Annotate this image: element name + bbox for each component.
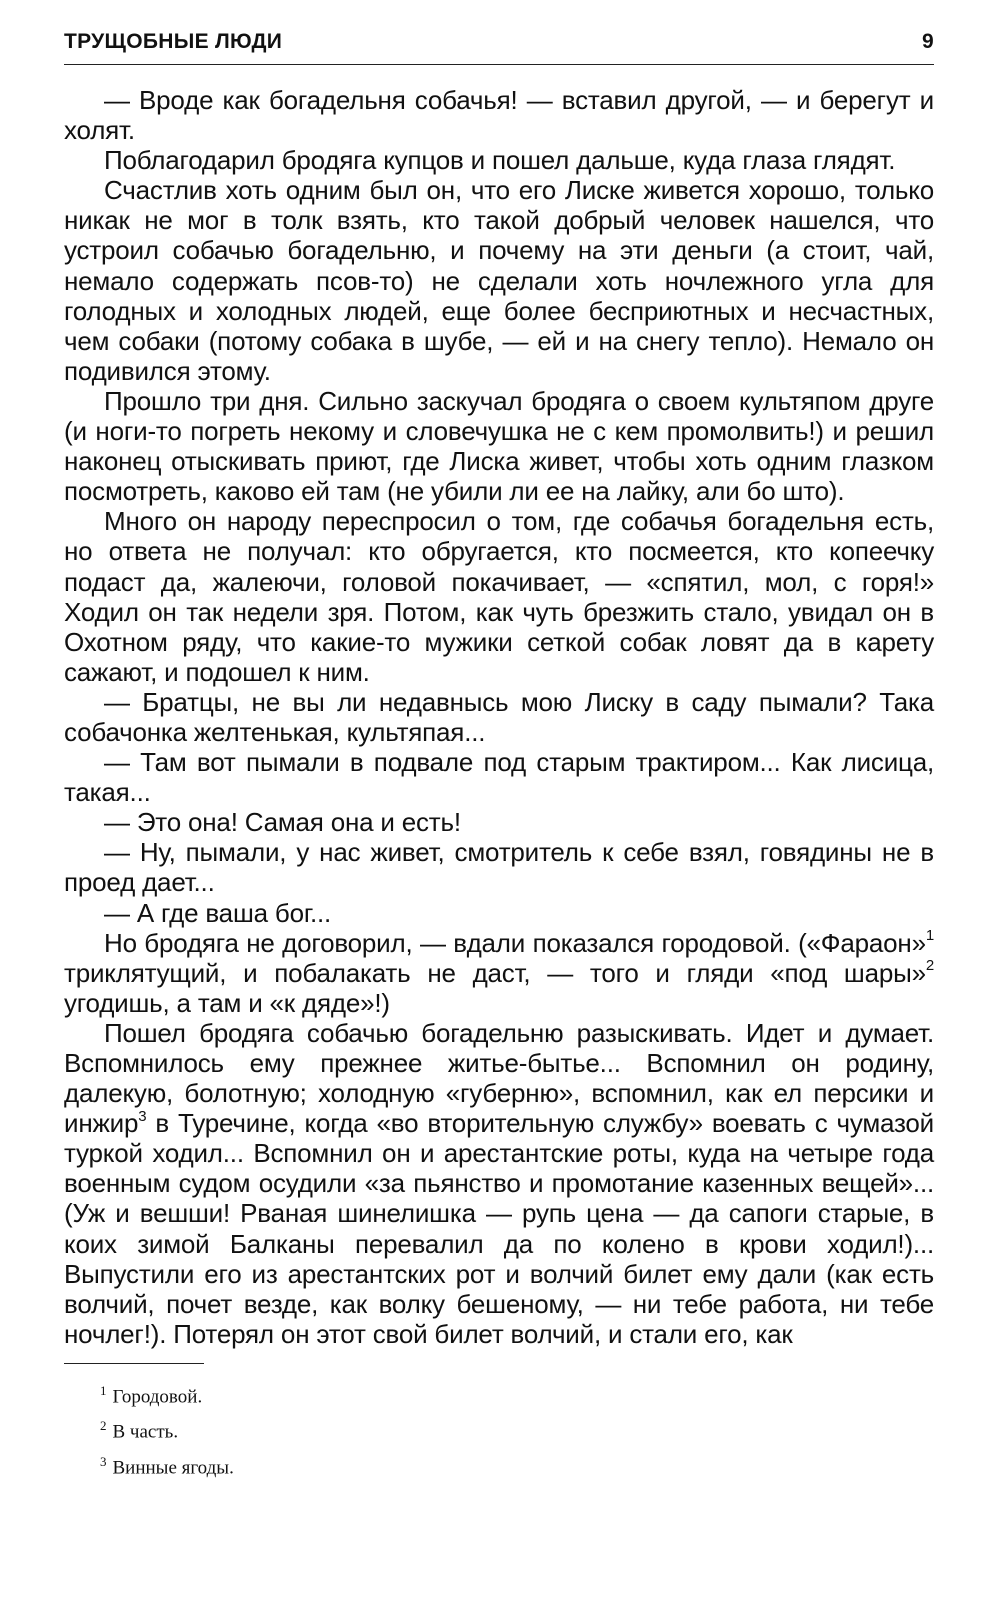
paragraph: — А где ваша бог... — [104, 897, 332, 928]
paragraph: Счастлив хоть одним был он, что его Лиске живется хорошо, только никак не мог в толк взять, кто такой добрый человек нашелся, что устроил собачью богадельню, и почему на эти деньги (а стоит, чай, немало содержать псов-то) не сделали хоть ночлежного угла для голодных и холодных людей, еще более бесприютных и несчастных, чем собаки (потому собака в шубе, — ей и на снегу тепло). Немало он подивился этому. — [64, 175, 934, 386]
footnote-rule — [64, 1363, 204, 1364]
paragraph: Поблагодарил бродяга купцов и пошел дальше, куда глаза глядят. — [104, 145, 896, 176]
paragraph: — Вроде как богадельня собачья! — вставил другой, — и берегут и холят. — [64, 85, 934, 146]
footnote — [64, 1447, 934, 1482]
text-run: в Туречине, когда «во вторительную службу» воевать с чумазой туркой ходил... Вспомнил он и арестантские роты, куда на четыре года военным судом осудили «за пьянство и промотание казенных вещей»... (Уж и вешши! Рваная шинелишка — рупь цена — да сапоги старые, в коих зимой Балканы перевалил да по колено в крови ходил!)... Выпустили его из арестантских рот и волчий билет ему дали (как есть волчий, почет везде, как волку бешеному, — ни тебе работа, ни тебе ночлег!). Потерял он этот свой билет волчий, и стали его, как — [64, 1108, 934, 1349]
footnote-marker: 1 — [100, 1382, 107, 1398]
page-number: 9 — [922, 30, 934, 53]
paragraph: — Братцы, не вы ли недавнысь мою Лиску в саду пымали? Така собачонка желтенькая, культяпая... — [64, 686, 934, 747]
text-run: угодишь, а там и «к дяде»!) — [64, 987, 390, 1018]
footnote-marker: 2 — [100, 1418, 107, 1434]
body-text — [64, 85, 934, 1349]
running-title: ТРУЩОБНЫЕ ЛЮДИ — [64, 30, 283, 53]
paragraph-with-notes — [64, 1018, 934, 1349]
footnote-text: В часть. — [112, 1421, 179, 1443]
paragraph: — Ну, пымали, у нас живет, смотритель к себе взял, говядины не в проед дает... — [64, 837, 934, 898]
footnote-marker: 3 — [100, 1453, 107, 1469]
footnote — [64, 1376, 934, 1411]
text-run: Но бродяга не договорил, — вдали показался городовой. («Фараон» — [104, 927, 926, 958]
footnote-ref: 3 — [138, 1107, 147, 1125]
paragraph: Прошло три дня. Сильно заскучал бродяга о своем культяпом друге (и ноги-то погреть некому и словечушка не с кем промолвить!) и решил наконец отыскивать приют, где Лиска живет, чтобы хоть одним глазком посмотреть, каково ей там (не убили ли ее на лайку, али бо што). — [64, 385, 934, 507]
footnote-ref: 2 — [925, 957, 934, 975]
paragraph-with-notes — [64, 928, 934, 1018]
book-page — [64, 30, 934, 1590]
footnote — [64, 1411, 934, 1446]
footnote-text: Винные ягоды. — [112, 1456, 234, 1478]
footnote-text: Городовой. — [112, 1386, 203, 1408]
footnote-ref: 1 — [925, 926, 934, 944]
paragraph: Много он народу переспросил о том, где собачья богадельня есть, но ответа не получал: кто обругается, кто посмеется, кто копеечку подаст да, жалеючи, головой покачивает, — «спятил, мол, с горя!» Ходил он так недели зря. Потом, как чуть брезжить стало, увидал он в Охотном ряду, что какие-то мужики сеткой собак ловят да в карету сажают, и подошел к ним. — [64, 506, 934, 687]
text-run: Пошел бродяга собачью богадельню разыскивать. Идет и думает. Вспомнилось ему прежнее житье-бытье... Вспомнил он родину, далекую, болотную; холодную «губерню», вспомнил, как ел персики и инжир — [64, 1017, 934, 1139]
footnotes — [64, 1376, 934, 1482]
paragraph: — Там вот пымали в подвале под старым трактиром... Как лисица, такая... — [64, 747, 934, 808]
header-rule — [64, 64, 934, 65]
paragraph: — Это она! Самая она и есть! — [104, 807, 461, 838]
text-run: триклятущий, и побалакать не даст, — того и гляди «под шары» — [64, 957, 926, 988]
running-header — [64, 30, 934, 60]
